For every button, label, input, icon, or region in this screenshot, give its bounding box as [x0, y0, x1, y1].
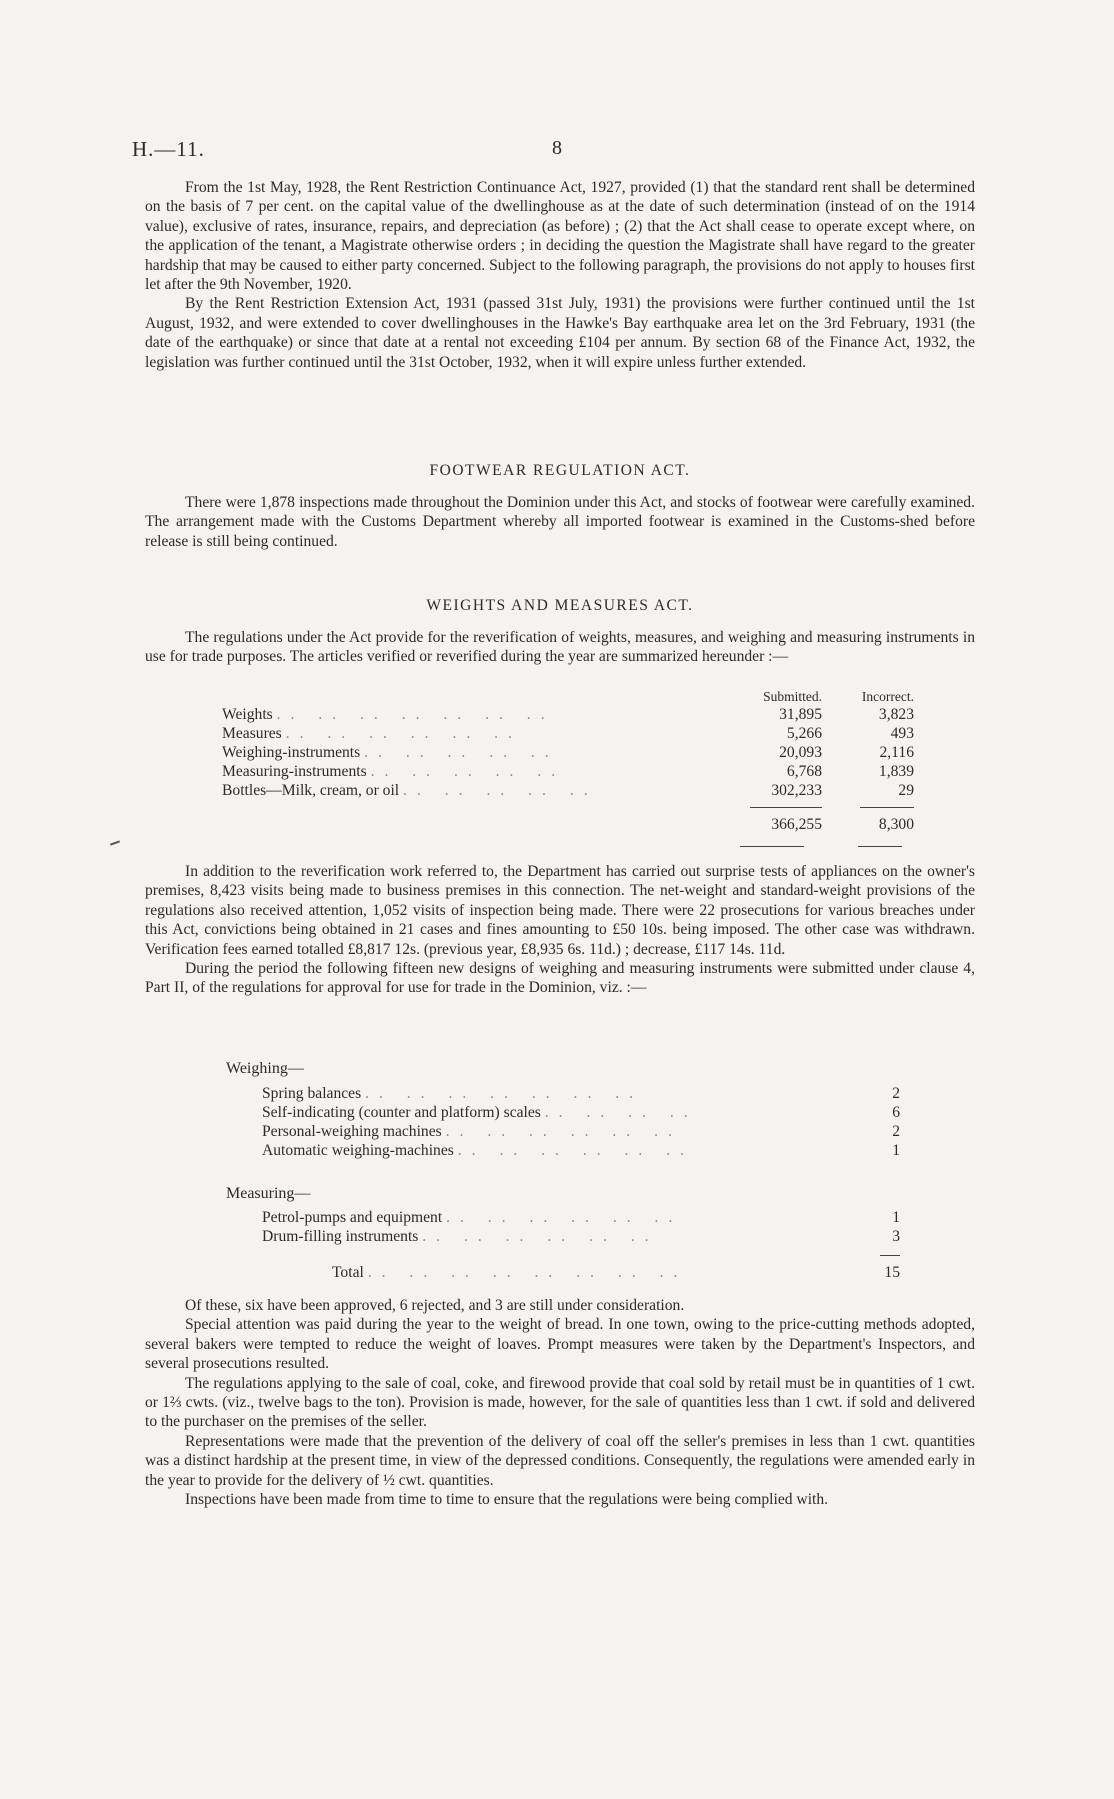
footwear-section — [145, 493, 975, 551]
leader-dots: .. .. .. .. .. .. .. .. — [367, 1264, 688, 1281]
row-submitted: 20,093 — [779, 744, 822, 761]
weights-intro-paragraph: The regulations under the Act provide for the reverification of weights, measures, and weighing and measuring instruments in use for trade purposes. The articles verified or reverified during the year are summarized hereunder :— — [145, 629, 975, 666]
design-label: Petrol-pumps and equipment — [262, 1209, 443, 1226]
weights-closing — [145, 1296, 975, 1509]
table-row — [222, 762, 914, 781]
row-submitted: 6,768 — [786, 763, 822, 780]
footwear-paragraph: There were 1,878 inspections made throughout the Dominion under this Act, and stocks of footwear were carefully examined. The arrangement made with the Customs Department whereby all imported footwear is examined in the Customs-shed before release is still being continued. — [145, 494, 975, 550]
leader-dots: .. .. .. .. .. .. .. — [365, 1085, 644, 1102]
leader-dots: .. .. .. .. .. — [364, 744, 559, 761]
total-submitted-underline — [740, 846, 804, 847]
surprise-tests-paragraph: In addition to the reverification work referred to, the Department has carried out surprise tests of appliances on the owner's premises, 8,423 visits being made to business premises in this connection. The net-weight and standard-weight provisions of the regulations also received attention, 1,052 visits of inspection being made. There were 22 prosecutions for various breaches under this Act, convictions being obtained in 21 cases and fines amounting to £50 10s. being imposed. The other case was withdrawn. Verification fees earned totalled £8,817 12s. (previous year, £8,935 6s. 11d.) ; decrease, £117 14s. 11d. — [145, 863, 975, 958]
row-label: Measures — [222, 725, 282, 742]
row-submitted: 302,233 — [771, 782, 822, 799]
table-row — [222, 724, 914, 743]
row-label: Bottles—Milk, cream, or oil — [222, 782, 400, 799]
new-designs-paragraph: During the period the following fifteen new designs of weighing and measuring instruments were submitted under clause 4, Part II, of the regulations for approval for use for trade in the Dominion, viz. :— — [145, 960, 975, 997]
leader-dots: .. .. .. .. .. .. — [445, 1123, 682, 1140]
inspections-paragraph: Inspections have been made from time to time to ensure that the regulations were being complied with. — [185, 1491, 829, 1509]
row-submitted: 31,895 — [779, 706, 822, 723]
document-reference: H.—11. — [132, 137, 205, 161]
coal-paragraph: The regulations applying to the sale of coal, coke, and firewood provide that coal sold by retail must be in quantities of 1 cwt. or 1⅔ cwts. (viz., twelve bags to the ton). Provision is made, however, for the sale of quantities less than 1 cwt. if sold and delivered to the purchaser on the premises of the seller. — [145, 1374, 975, 1431]
designs-total-row — [262, 1246, 900, 1282]
leader-dots: .. .. .. .. .. — [403, 782, 598, 799]
page-header — [132, 137, 982, 165]
designs-table — [226, 1060, 900, 1282]
table-row — [222, 781, 914, 800]
row-incorrect: 493 — [890, 725, 914, 742]
design-label: Automatic weighing-machines — [262, 1142, 454, 1159]
design-count: 3 — [892, 1228, 900, 1245]
rent-restriction-section — [145, 178, 975, 372]
weights-body — [145, 862, 975, 998]
design-label: Self-indicating (counter and platform) scales — [262, 1104, 541, 1121]
column-header-submitted: Submitted. — [763, 689, 822, 704]
row-incorrect: 3,823 — [878, 706, 914, 723]
total-incorrect-underline — [858, 846, 902, 847]
row-label: Weights — [222, 706, 273, 723]
verification-table — [222, 686, 914, 834]
design-label: Personal-weighing machines — [262, 1123, 442, 1140]
leader-dots: .. .. .. .. .. .. — [285, 725, 522, 742]
design-count: 1 — [892, 1209, 900, 1226]
list-item — [262, 1227, 900, 1246]
list-item — [262, 1208, 900, 1227]
design-label: Spring balances — [262, 1085, 362, 1102]
list-item — [262, 1141, 900, 1160]
rent-paragraph-2: By the Rent Restriction Extension Act, 1931 (passed 31st July, 1931) the provisions were further continued until the 1st August, 1932, and were extended to cover dwellinghouses in the Hawke's Bay earthquake area let on the 3rd February, 1931 (the date of the earthquake) or since that date at a rental not exceeding £104 per annum. By section 68 of the Finance Act, 1932, the legislation was further continued until the 31st October, 1932, when it will expire unless further extended. — [145, 295, 975, 371]
row-incorrect: 1,839 — [878, 763, 914, 780]
total-submitted: 366,255 — [750, 807, 822, 834]
row-incorrect: 2,116 — [879, 744, 914, 761]
measuring-label: Measuring— — [226, 1185, 311, 1202]
leader-dots: .. .. .. .. .. .. .. — [276, 706, 555, 723]
table-header-row — [222, 686, 914, 705]
list-item — [262, 1103, 900, 1122]
page-number: 8 — [552, 137, 562, 159]
approval-paragraph: Of these, six have been approved, 6 rejected, and 3 are still under consideration. — [185, 1297, 685, 1314]
total-label: Total — [332, 1264, 364, 1281]
total-incorrect: 8,300 — [860, 807, 914, 834]
leader-dots: .. .. .. .. .. .. — [446, 1209, 683, 1226]
weights-heading: WEIGHTS AND MEASURES ACT. — [426, 597, 694, 614]
weighing-label: Weighing— — [226, 1060, 304, 1077]
designs-total: 15 — [880, 1255, 900, 1282]
design-count: 1 — [892, 1142, 900, 1159]
column-header-incorrect: Incorrect. — [861, 689, 914, 704]
design-count: 2 — [892, 1085, 900, 1102]
leader-dots: .. .. .. .. — [544, 1104, 698, 1121]
weights-intro — [145, 628, 975, 667]
design-count: 2 — [892, 1123, 900, 1140]
bread-paragraph: Special attention was paid during the year to the weight of bread. In one town, owing to the price-cutting methods adopted, several bakers were tempted to reduce the weight of loaves. Prompt measures were taken by the Department's Inspectors, and several prosecutions resulted. — [145, 1316, 975, 1373]
table-total-row — [222, 800, 914, 834]
row-label: Weighing-instruments — [222, 744, 361, 761]
design-label: Drum-filling instruments — [262, 1228, 419, 1245]
rent-paragraph-1: From the 1st May, 1928, the Rent Restriction Continuance Act, 1927, provided (1) that the standard rent shall be determined on the basis of 7 per cent. on the capital value of the dwellinghouse as at the date of such determination (instead of on the 1914 value), exclusive of rates, insurance, repairs, and depreciation (as before) ; (2) that the Act shall cease to operate except where, on the application of the tenant, a Magistrate otherwise orders ; in deciding the question the Magistrate shall have regard to the greater hardship that may be caused to either party concerned. Subject to the following paragraph, the provisions do not apply to houses first let after the 9th November, 1920. — [145, 179, 975, 294]
list-item — [262, 1122, 900, 1141]
row-submitted: 5,266 — [786, 725, 822, 742]
list-item — [262, 1084, 900, 1103]
row-incorrect: 29 — [898, 782, 914, 799]
leader-dots: .. .. .. .. .. .. — [457, 1142, 695, 1159]
table-row — [222, 743, 914, 762]
footwear-heading: FOOTWEAR REGULATION ACT. — [429, 462, 691, 479]
leader-dots: .. .. .. .. .. .. — [422, 1228, 659, 1245]
design-count: 6 — [892, 1104, 900, 1121]
table-row — [222, 705, 914, 724]
leader-dots: .. .. .. .. .. — [370, 763, 566, 780]
row-label: Measuring-instruments — [222, 763, 367, 780]
stray-mark — [110, 840, 120, 845]
representations-paragraph: Representations were made that the prevention of the delivery of coal off the seller's premises in less than 1 cwt. quantities was a distinct hardship at the present time, in view of the depressed conditions. Consequently, the regulations were amended early in the year to provide for the delivery of ½ cwt. quantities. — [145, 1432, 975, 1489]
